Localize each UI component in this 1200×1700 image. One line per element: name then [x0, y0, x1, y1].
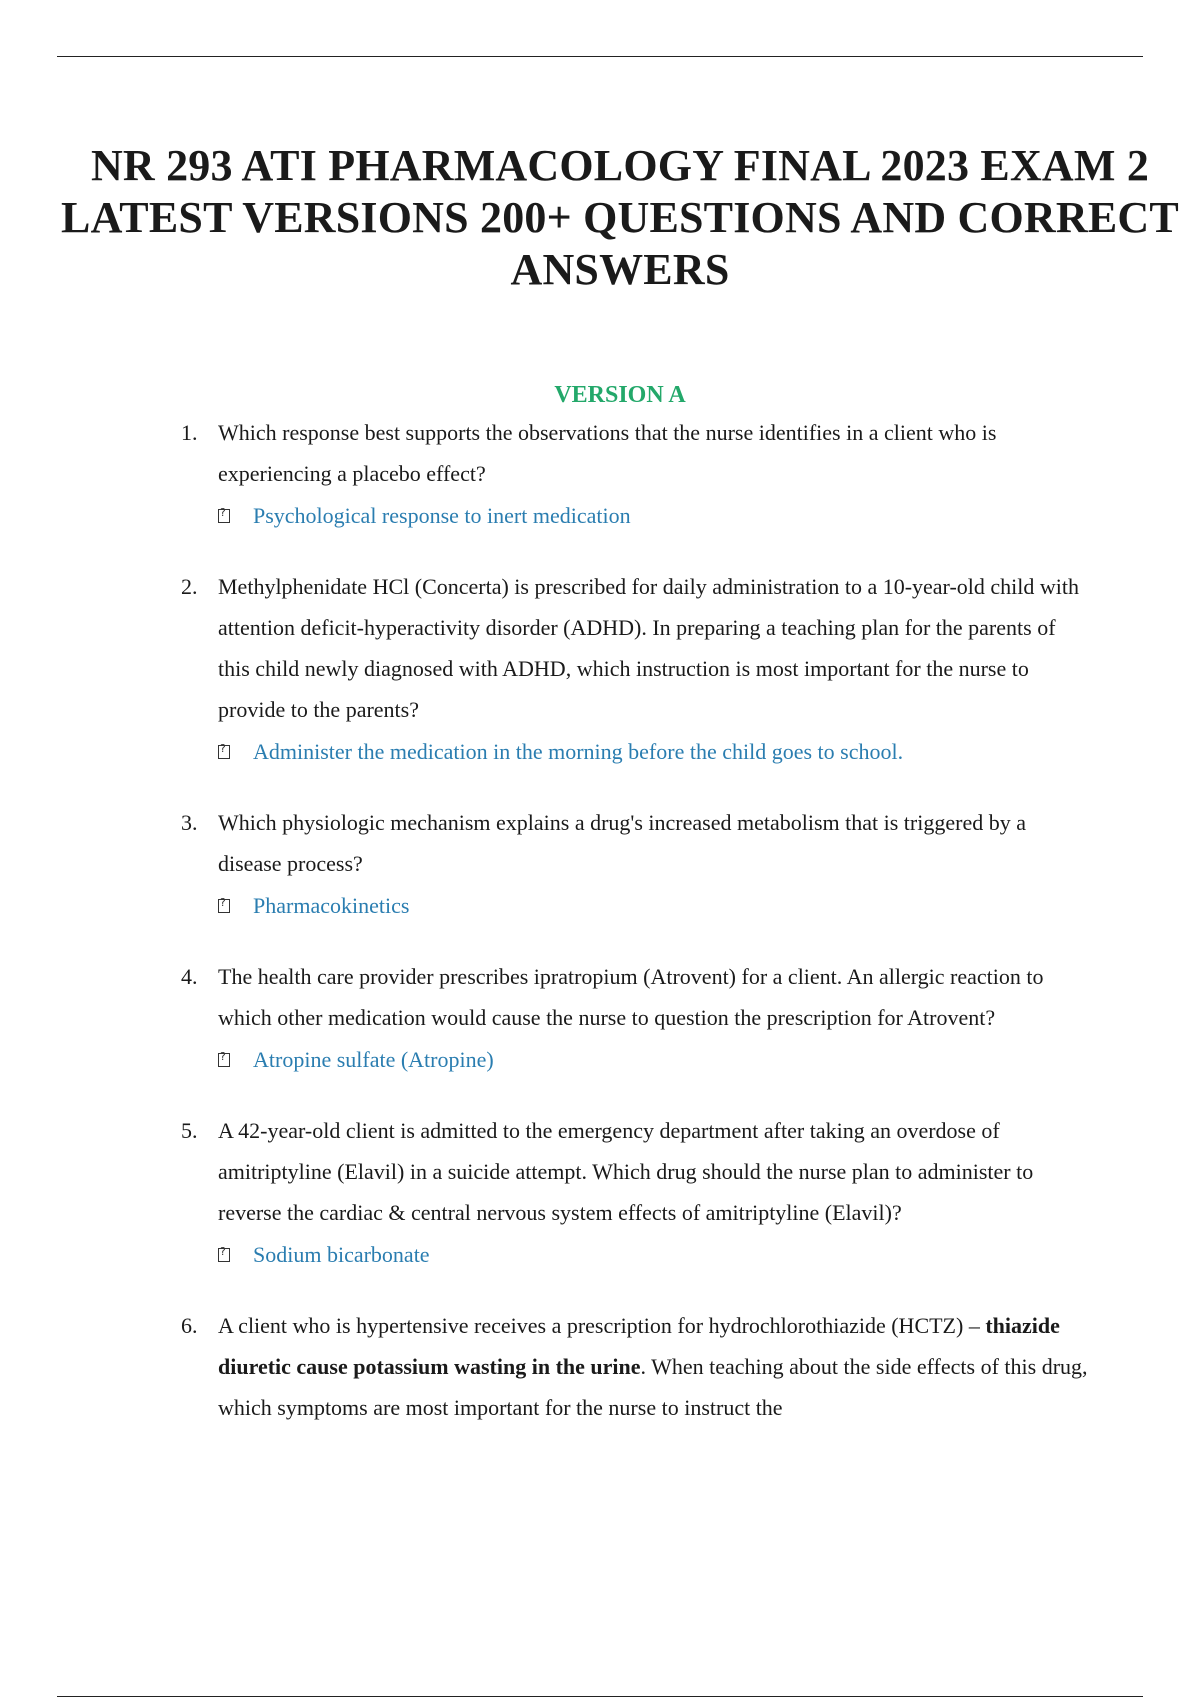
question-item	[0, 1305, 1200, 1428]
bottom-rule	[57, 1696, 1143, 1697]
answer-text: Pharmacokinetics	[253, 893, 410, 918]
question-item	[0, 566, 1200, 772]
answer-text: Atropine sulfate (Atropine)	[253, 1047, 494, 1072]
question-number: 6.	[181, 1313, 198, 1338]
document-title: NR 293 ATI PHARMACOLOGY FINAL 2023 EXAM 2 LATEST VERSIONS 200+ QUESTIONS AND CORRECT ANSWERS	[61, 141, 1179, 294]
question-text: A 42-year-old client is admitted to the emergency department after taking an overdose of amitriptyline (Elavil) in a suicide attempt. Which drug should the nurse plan to administer to reverse the cardiac & central nervous system effects of amitriptyline (Elavil)?	[218, 1118, 1034, 1225]
question-text-before: A client who is hypertensive receives a prescription for hydrochlorothiazide (HCTZ) –	[218, 1313, 980, 1338]
question-number: 5.	[181, 1118, 198, 1143]
answer-text: Psychological response to inert medication	[253, 503, 631, 528]
version-heading: VERSION A	[554, 382, 686, 408]
answer-row	[218, 732, 1090, 772]
top-rule	[57, 56, 1143, 57]
question-list	[0, 412, 1200, 1458]
question-item	[0, 1110, 1200, 1275]
checkbox-icon	[218, 1248, 230, 1262]
question-text: The health care provider prescribes ipratropium (Atrovent) for a client. An allergic reaction to which other medication would cause the nurse to question the prescription for Atrovent?	[218, 964, 1044, 1030]
question-number: 4.	[181, 964, 198, 989]
answer-text: Sodium bicarbonate	[253, 1242, 430, 1267]
checkbox-icon	[218, 509, 230, 523]
question-item	[0, 412, 1200, 536]
question-text-after: . When teaching about the side effects of this drug, which symptoms are most important for the nurse to instruct the	[218, 1354, 1088, 1420]
answer-row	[218, 1235, 1090, 1275]
question-text: Methylphenidate HCl (Concerta) is prescribed for daily administration to a 10-year-old child with attention deficit-hyperactivity disorder (ADHD). In preparing a teaching plan for the parents of this child newly diagnosed with ADHD, which instruction is most important for the nurse to provide to the parents?	[218, 574, 1079, 722]
answer-text: Administer the medication in the morning before the child goes to school.	[253, 739, 904, 764]
answer-row	[218, 1040, 1090, 1080]
answer-row	[218, 496, 1090, 536]
question-item	[0, 802, 1200, 926]
answer-row	[218, 886, 1090, 926]
checkbox-icon	[218, 1053, 230, 1067]
question-text: Which response best supports the observations that the nurse identifies in a client who is experiencing a placebo effect?	[218, 420, 997, 486]
question-number: 1.	[181, 420, 198, 445]
question-number: 3.	[181, 810, 198, 835]
question-item	[0, 956, 1200, 1080]
question-text-bold: thiazide diuretic cause potassium wasting in the urine	[218, 1313, 1060, 1379]
question-text: Which physiologic mechanism explains a drug's increased metabolism that is triggered by a disease process?	[218, 810, 1026, 876]
checkbox-icon	[218, 899, 230, 913]
question-number: 2.	[181, 574, 198, 599]
question-text	[218, 1305, 1090, 1428]
checkbox-icon	[218, 745, 230, 759]
